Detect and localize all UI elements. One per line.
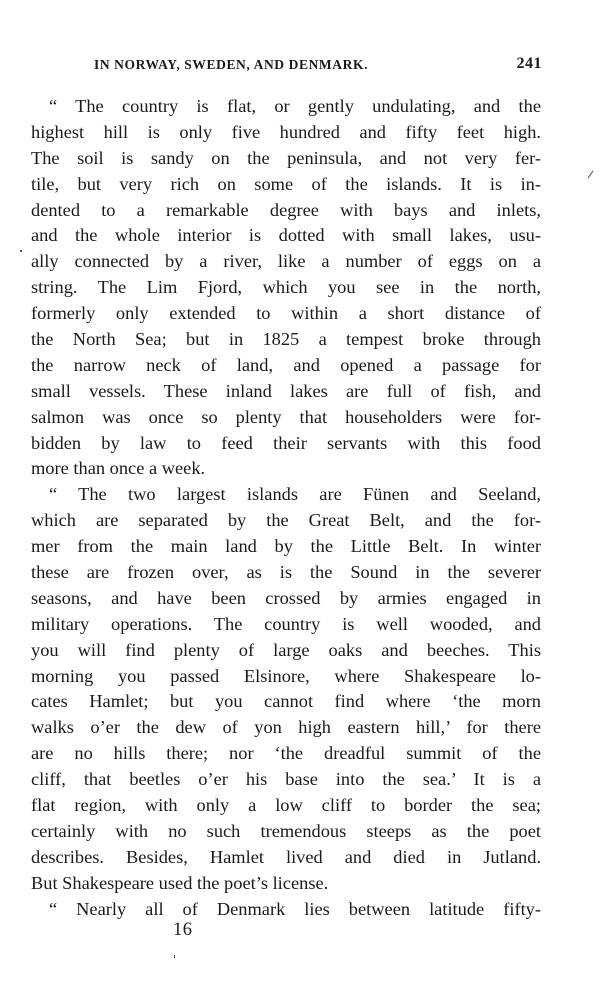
text-line: the narrow neck of land, and opened a passage for bbox=[31, 354, 541, 375]
text-line: The soil is sandy on the peninsula, and not very fer- bbox=[31, 147, 541, 168]
signature-mark: 16 bbox=[173, 920, 193, 940]
text-line: bidden by law to feed their servants with this food bbox=[31, 432, 541, 453]
text-line: and the whole interior is dotted with small lakes, usu- bbox=[31, 225, 541, 246]
text-line: you will find plenty of large oaks and beeches. This bbox=[31, 639, 541, 660]
text-line: cates Hamlet; but you cannot find where ‘the morn bbox=[31, 691, 541, 712]
margin-mark bbox=[588, 171, 594, 179]
text-line: seasons, and have been crossed by armies engaged in bbox=[31, 587, 541, 608]
text-line: describes. Besides, Hamlet lived and died in Jutland. bbox=[31, 846, 541, 867]
margin-mark bbox=[20, 250, 22, 252]
text-line: “ The country is flat, or gently undulating, and the bbox=[49, 96, 541, 116]
text-line: certainly with no such tremendous steeps as the poet bbox=[31, 820, 541, 841]
text-line: flat region, with only a low cliff to border the sea; bbox=[31, 795, 541, 816]
text-line: salmon was once so plenty that householders were for- bbox=[31, 406, 541, 427]
text-line: military operations. The country is well wooded, and bbox=[31, 613, 541, 634]
running-head bbox=[94, 57, 542, 77]
text-line: “ Nearly all of Denmark lies between latitude fifty- bbox=[49, 898, 541, 919]
text-line: dented to a remarkable degree with bays and inlets, bbox=[31, 199, 541, 220]
text-line: “ The two largest islands are Fünen and Seeland, bbox=[49, 484, 541, 505]
text-line: the North Sea; but in 1825 a tempest broke through bbox=[31, 329, 541, 350]
page-number: 241 bbox=[516, 55, 542, 72]
text-line: formerly only extended to within a short distance of bbox=[31, 303, 541, 324]
text-line: highest hill is only five hundred and fifty feet high. bbox=[31, 121, 541, 142]
text-line: more than once a week. bbox=[31, 458, 206, 479]
text-line: string. The Lim Fjord, which you see in the north, bbox=[31, 277, 541, 298]
text-line: cliff, that beetles o’er his base into the sea.’ It is a bbox=[31, 769, 541, 790]
text-line: tile, but very rich on some of the islands. It is in- bbox=[31, 173, 541, 194]
text-line: ally connected by a river, like a number of eggs on a bbox=[31, 251, 541, 272]
text-line: But Shakespeare used the poet’s license. bbox=[31, 872, 329, 893]
text-line: mer from the main land by the Little Belt. In winter bbox=[31, 536, 541, 557]
text-line: are no hills there; nor ‘the dreadful summit of the bbox=[31, 743, 541, 764]
text-line: walks o’er the dew of yon high eastern hill,’ for there bbox=[31, 717, 541, 738]
body-text bbox=[31, 94, 541, 923]
running-head-title: IN NORWAY, SWEDEN, AND DENMARK. bbox=[94, 57, 369, 72]
text-line: these are frozen over, as is the Sound in the severer bbox=[31, 562, 541, 583]
margin-mark bbox=[174, 955, 175, 958]
text-line: small vessels. These inland lakes are full of fish, and bbox=[31, 380, 541, 401]
text-line: morning you passed Elsinore, where Shakespeare lo- bbox=[31, 665, 541, 686]
text-line: which are separated by the Great Belt, and the for- bbox=[31, 510, 541, 531]
